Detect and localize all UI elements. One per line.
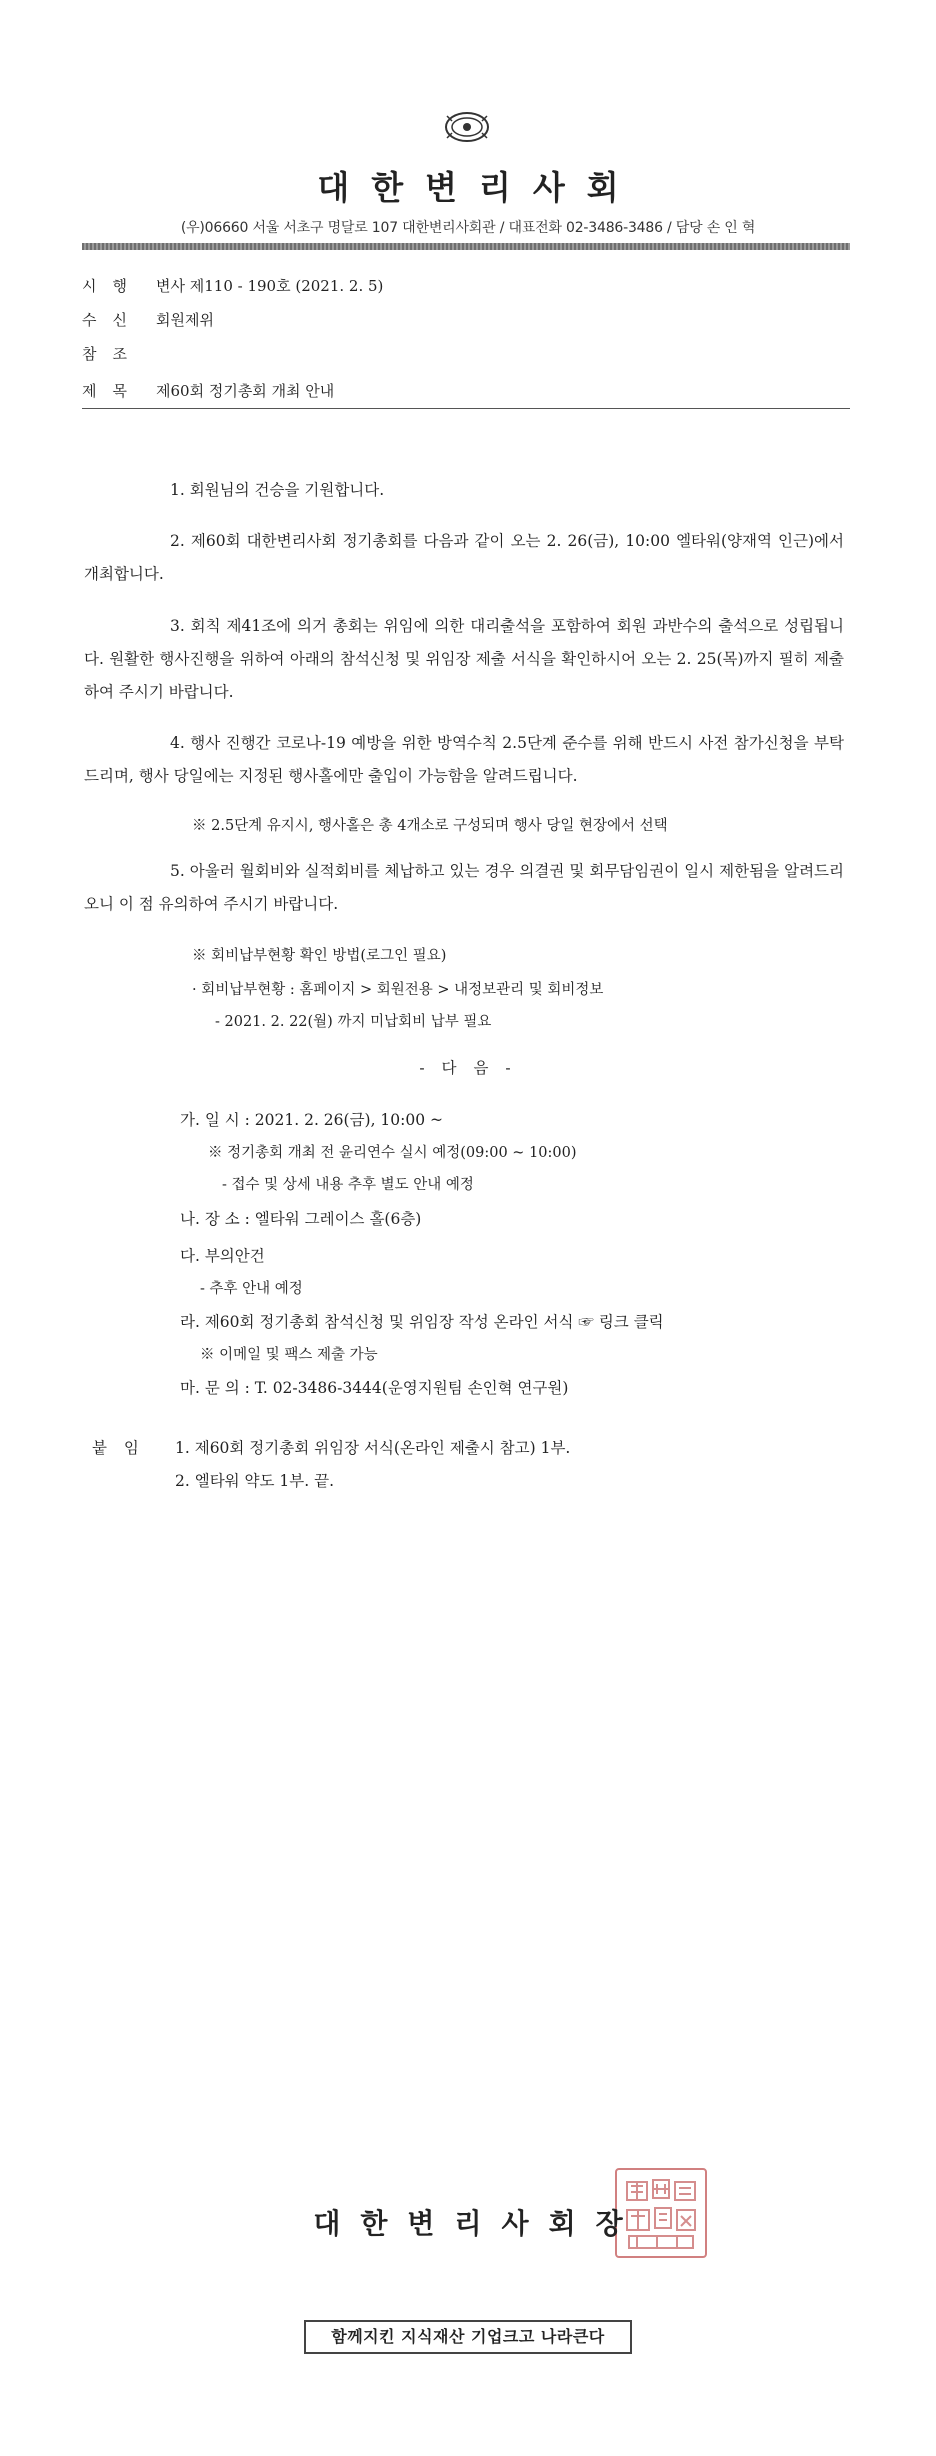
subject-label: 제목 xyxy=(82,382,143,400)
recipient-label: 수신 xyxy=(82,311,143,329)
attachment-item-1: 1. 제60회 정기총회 위임장 서식(온라인 제출시 참고) 1부. xyxy=(175,1439,571,1457)
doc-number-label: 시행 xyxy=(82,277,143,295)
doc-number-row xyxy=(82,275,383,296)
paragraph-4-note: ※ 2.5단계 유지시, 행사홀은 총 4개소로 구성되며 행사 당일 현장에서 선택 xyxy=(192,818,668,834)
fee-note-path: · 회비납부현황 : 홈페이지 > 회원전용 > 내정보관리 및 회비정보 xyxy=(192,982,604,998)
paragraph-3-text: 3. 회칙 제41조에 의거 총회는 위임에 의한 대리출석을 포함하여 회원 과반수의 출석으로 성립됩니다. 원활한 행사진행을 위하여 아래의 참석신청 및 위임장 제출 서식을 확인하시어 오는 2. 25(목)까지 필히 제출하여 주시기 바랍니다. xyxy=(84,617,844,701)
attachment-item-2: 2. 엘타워 약도 1부. 끝. xyxy=(175,1472,335,1490)
detail-date-note-2: - 접수 및 상세 내용 추후 별도 안내 예정 xyxy=(222,1177,474,1193)
detail-place: 나. 장 소 : 엘타워 그레이스 홀(6층) xyxy=(180,1210,422,1228)
slogan-box: 함께지킨 지식재산 기업크고 나라큰다 xyxy=(304,2320,632,2354)
subject-value: 제60회 정기총회 개최 안내 xyxy=(156,382,335,400)
meta-divider xyxy=(82,408,850,409)
recipient-row xyxy=(82,309,214,330)
header-divider xyxy=(82,243,850,250)
org-name: 대한변리사회 xyxy=(317,168,641,207)
detail-form-link[interactable]: 라. 제60회 정기총회 참석신청 및 위임장 작성 온라인 서식 ☞ 링크 클릭 xyxy=(180,1313,664,1331)
fee-note-title: ※ 회비납부현황 확인 방법(로그인 필요) xyxy=(192,948,447,964)
detail-contact: 마. 문 의 : T. 02-3486-3444(운영지원팀 손인혁 연구원) xyxy=(180,1379,569,1397)
next-heading: - 다 음 - xyxy=(419,1059,517,1077)
paragraph-2 xyxy=(84,525,844,591)
signature: 대한변리사회장 xyxy=(313,2207,643,2240)
address-line: (우)06660 서울 서초구 명달로 107 대한변리사회관 / 대표전화 02-3486-3486 / 담당 손 인 혁 xyxy=(180,220,756,236)
paragraph-4 xyxy=(84,727,844,793)
fee-note-deadline: - 2021. 2. 22(월) 까지 미납회비 납부 필요 xyxy=(215,1014,492,1030)
paragraph-5-text: 5. 아울러 월회비와 실적회비를 체납하고 있는 경우 의결권 및 회무담임권이 일시 제한됨을 알려드리오니 이 점 유의하여 주시기 바랍니다. xyxy=(84,862,844,913)
reference-label: 참조 xyxy=(82,345,143,363)
paragraph-1: 1. 회원님의 건승을 기원합니다. xyxy=(170,481,385,499)
recipient-value: 회원제위 xyxy=(156,311,214,329)
paragraph-2-text: 2. 제60회 대한변리사회 정기총회를 다음과 같이 오는 2. 26(금), 10:00 엘타워(양재역 인근)에서 개최합니다. xyxy=(84,532,844,583)
detail-date: 가. 일 시 : 2021. 2. 26(금), 10:00 ~ xyxy=(180,1111,444,1129)
detail-agenda: 다. 부의안건 xyxy=(180,1247,265,1265)
paragraph-3 xyxy=(84,610,844,709)
paragraph-4-text: 4. 행사 진행간 코로나-19 예방을 위한 방역수칙 2.5단계 준수를 위해 반드시 사전 참가신청을 부탁드리며, 행사 당일에는 지정된 행사홀에만 출입이 가능함을 알려드립니다. xyxy=(84,734,844,785)
subject-row xyxy=(82,380,334,401)
detail-agenda-note: - 추후 안내 예정 xyxy=(200,1281,303,1297)
doc-number-value: 변사 제110 - 190호 (2021. 2. 5) xyxy=(156,277,384,295)
attachments-label: 붙 임 xyxy=(92,1439,145,1457)
paragraph-5 xyxy=(84,855,844,921)
reference-row xyxy=(82,343,156,364)
detail-form-note: ※ 이메일 및 팩스 제출 가능 xyxy=(200,1347,378,1363)
org-emblem-icon xyxy=(443,110,491,144)
detail-date-note-1: ※ 정기총회 개최 전 윤리연수 실시 예정(09:00 ~ 10:00) xyxy=(208,1145,577,1161)
